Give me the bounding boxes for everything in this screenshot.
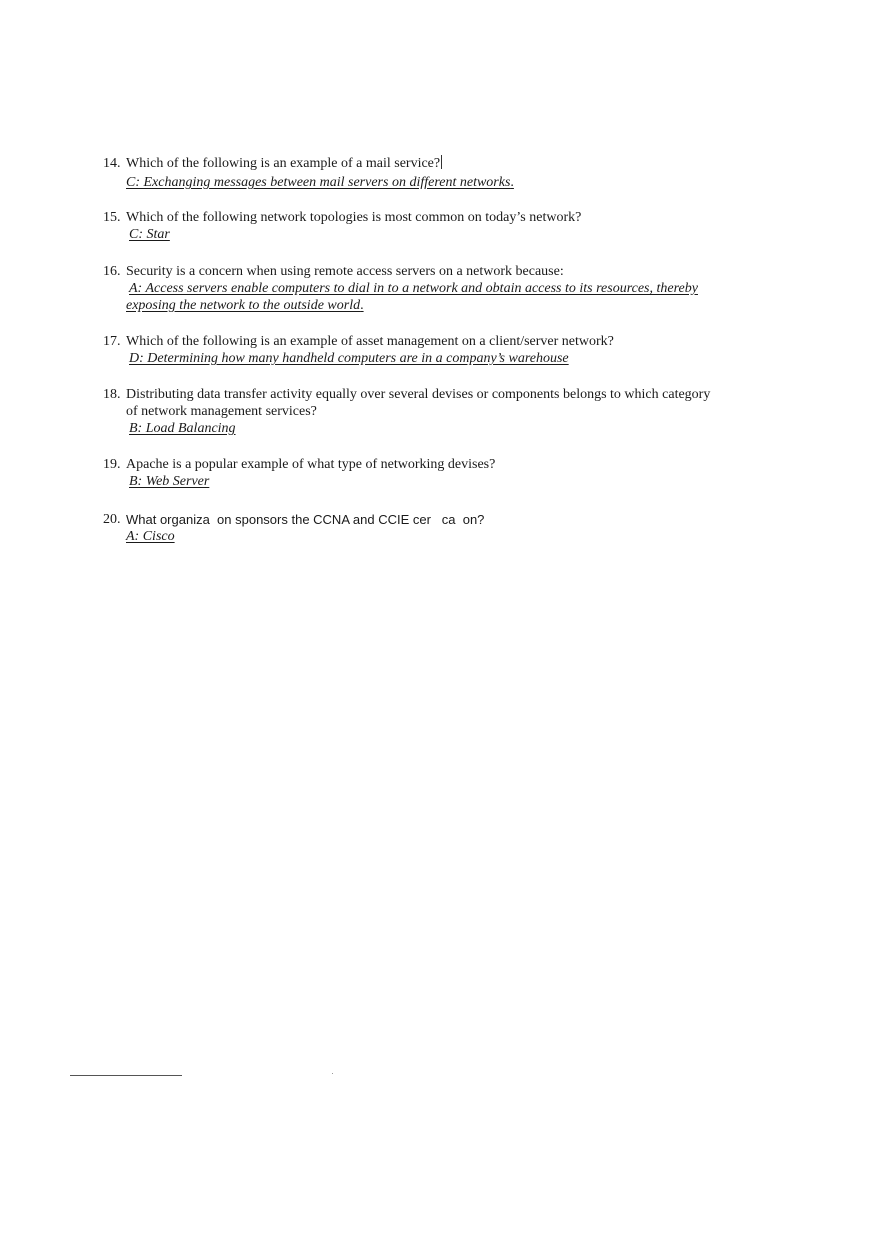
text-cursor [441,155,442,169]
answer-text: C: Star [129,227,170,242]
question-text: What organiza on sponsors the CCNA and CCIE cer ca on? [126,512,485,527]
answer-text: B: Load Balancing [129,421,236,436]
question-number: 16. [103,264,121,279]
question-18 [103,386,743,437]
question-number: 19. [103,457,121,472]
question-number: 14. [103,156,121,171]
question-text: Which of the following is an example of a mail service? [126,156,441,171]
question-number: 20. [103,512,121,527]
question-text-line-2: of network management services? [126,404,317,419]
answer-text: D: Determining how many handheld computers are in a company’s warehouse [129,351,569,366]
question-text-line-1: Distributing data transfer activity equally over several devises or components belongs to which category [126,387,711,402]
scan-artifact-dot [332,1073,333,1074]
answer-content: exposing the network to the outside world [126,298,361,313]
question-15 [103,209,743,243]
question-text: Apache is a popular example of what type of networking devises? [126,457,496,472]
question-number: 18. [103,387,121,402]
answer-text-line-1: A: Access servers enable computers to dial in to a network and obtain access to its resources, thereby [129,281,698,296]
question-19 [103,456,743,490]
question-text: Security is a concern when using remote access servers on a network because: [126,264,564,279]
question-20 [103,511,743,545]
answer-trailing-period: . [360,298,364,313]
answer-text: A: Cisco [126,529,175,544]
question-14 [103,155,743,191]
question-17 [103,333,743,367]
answer-text-line-2 [126,297,743,314]
footnote-separator [70,1075,182,1076]
answer-content: C: Exchanging messages between mail servers on different networks [126,175,511,190]
question-16 [103,263,743,314]
answer-text: B: Web Server [129,474,210,489]
question-number: 17. [103,334,121,349]
answer-trailing-period: . [510,175,514,190]
answer-text [126,174,743,191]
question-text: Which of the following is an example of asset management on a client/server network? [126,334,614,349]
question-text: Which of the following network topologies is most common on today’s network? [126,210,582,225]
question-number: 15. [103,210,121,225]
